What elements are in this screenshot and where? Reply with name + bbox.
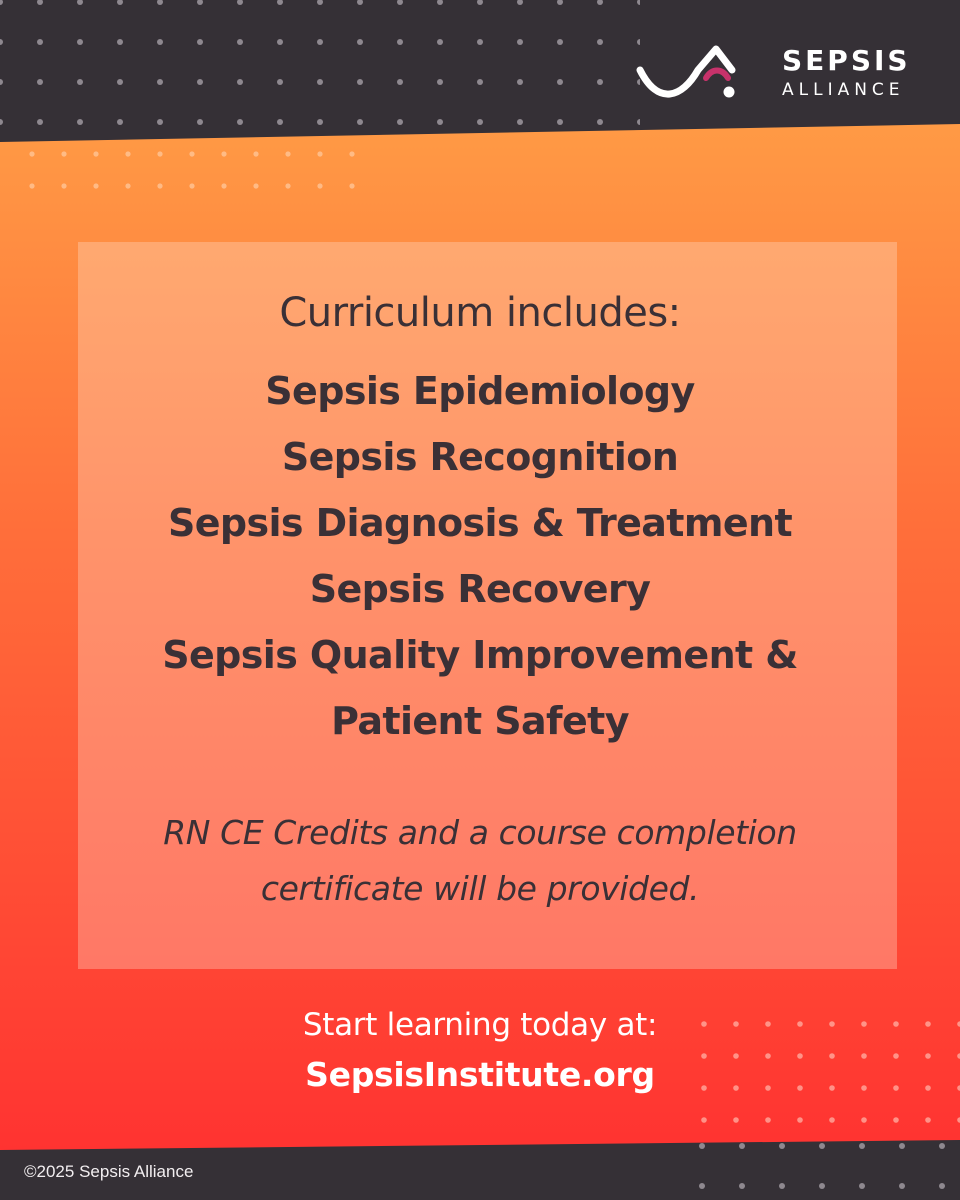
topic-item: Sepsis Recovery xyxy=(309,567,651,611)
topic-item: Sepsis Recognition xyxy=(281,435,679,479)
top-dot-field xyxy=(0,0,640,150)
upper-left-dot-field xyxy=(24,148,374,210)
footer-dot-field xyxy=(690,1142,960,1200)
logo-word-sepsis: SEPSIS xyxy=(782,44,911,77)
logo-wave-icon xyxy=(636,40,786,100)
topic-item: Sepsis Quality Improvement & xyxy=(162,633,798,677)
curriculum-heading: Curriculum includes: xyxy=(279,290,681,336)
topic-item: Patient Safety xyxy=(331,699,629,743)
credits-note-line: RN CE Credits and a course completion xyxy=(163,813,797,852)
topic-item: Sepsis Epidemiology xyxy=(265,369,695,413)
credits-note xyxy=(100,805,860,917)
sepsis-alliance-logo xyxy=(636,40,936,100)
logo-word-alliance: ALLIANCE xyxy=(782,80,905,100)
credits-note-line: certificate will be provided. xyxy=(260,869,700,908)
website-link[interactable]: SepsisInstitute.org xyxy=(305,1055,655,1094)
cta-text: Start learning today at: xyxy=(302,1007,658,1043)
topic-item: Sepsis Diagnosis & Treatment xyxy=(167,501,793,545)
copyright-text: ©2025 Sepsis Alliance xyxy=(24,1162,194,1181)
topic-list xyxy=(0,358,960,754)
